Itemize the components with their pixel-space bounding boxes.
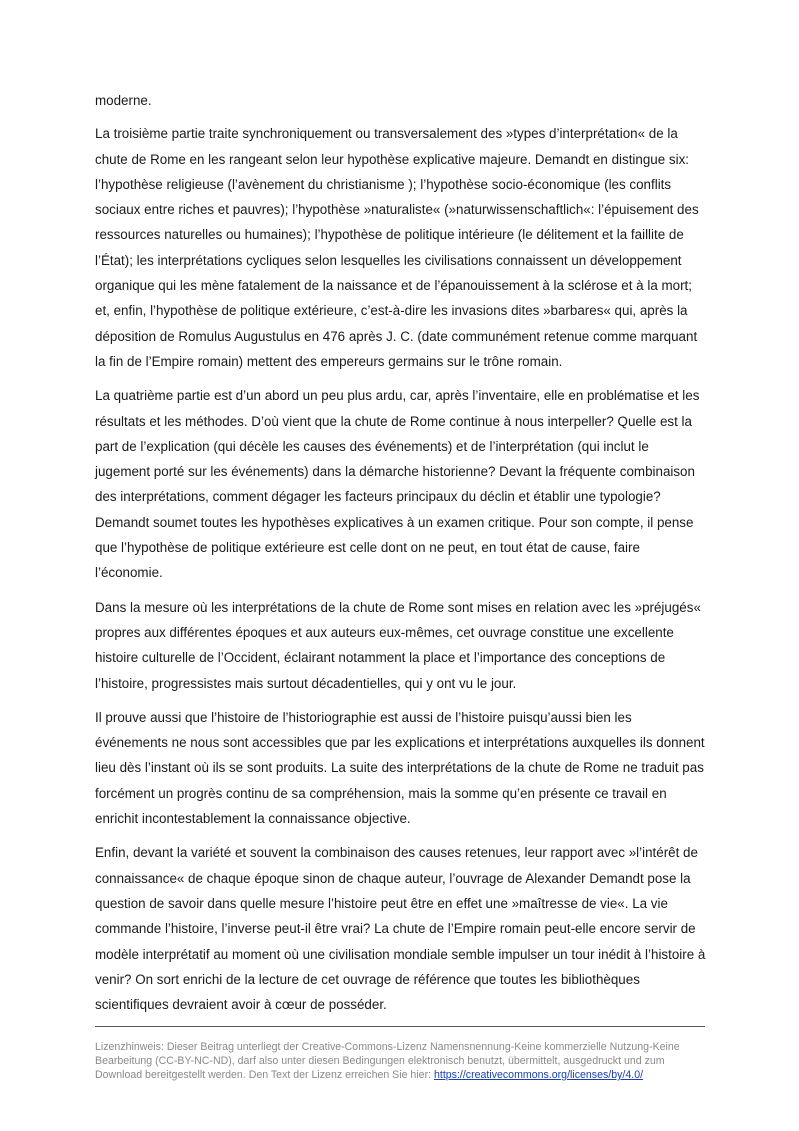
license-text: Lizenzhinweis: Dieser Beitrag unterliegt der Creative-Commons-Lizenz Namensnennung-Keine kommerzielle Nutzung-Keine Bearbeitung (CC-BY-NC-ND), darf also unter diesen Bedingungen elektronisch benutzt, übermittelt, ausgedruckt und zum Download bereitgestellt werden. Den Text der Lizenz erreichen Sie hier: (95, 1041, 680, 1081)
paragraph-fourth-part: La quatrième partie est d’un abord un peu plus ardu, car, après l’inventaire, elle en problématise et les résultats et les méthodes. D’où vient que la chute de Rome continue à nous interpeller? Quelle est la part de l’explication (qui décèle les causes des événements) et de l’interprétation (qui inclut le jugement porté sur les événements) dans la démarche historienne? Devant la fréquente combinaison des interprétations, comment dégager les facteurs principaux du déclin et établir une typologie? Demandt soumet toutes les hypothèses explicatives à un examen critique. Pour son compte, il pense que l’hypothèse de politique extérieure est celle dont on ne peut, en tout état de cause, faire l’économie. (95, 388, 700, 581)
paragraph-conclusion: Enfin, devant la variété et souvent la combinaison des causes retenues, leur rapport avec »l’intérêt de connaissance« de chaque époque sinon de chaque auteur, l’ouvrage de Alexander Demandt pose la question de savoir dans quelle mesure l’histoire peut être en effet une »maîtresse de vie«. La vie commande l’histoire, l’inverse peut-il être vrai? La chute de l’Empire romain peut-elle encore servir de modèle interprétatif au moment où une civilisation mondiale semble impulser un tour inédit à l’histoire à venir? On sort enrichi de la lecture de cet ouvrage de référence que toutes les bibliothèques scientifiques devraient avoir à cœur de posséder. (95, 845, 706, 1013)
paragraph-continuation: moderne. (95, 93, 152, 108)
license-link[interactable]: https://creativecommons.org/licenses/by/4.0/ (434, 1069, 644, 1081)
license-footer (95, 1040, 707, 1082)
footer-divider (95, 1026, 705, 1027)
paragraph-prejudices: Dans la mesure où les interprétations de la chute de Rome sont mises en relation avec les »préjugés« propres aux différentes époques et aux auteurs eux-mêmes, cet ouvrage constitue une excellente histoire culturelle de l’Occident, éclairant notamment la place et l’importance des conceptions de l’histoire, progressistes mais surtout décadentielles, qui y ont vu le jour. (95, 599, 701, 691)
paragraph-historiography: Il prouve aussi que l’histoire de l’historiographie est aussi de l’histoire puisqu’aussi bien les événements ne nous sont accessibles que par les explications et interprétations auxquelles ils donnent lieu dès l’instant où ils se sont produits. La suite des interprétations de la chute de Rome ne traduit pas forcément un progrès continu de sa compréhension, mais la somme qu’en présente ce travail en enrichit incontestablement la connaissance objective. (95, 709, 705, 827)
paragraph-third-part: La troisième partie traite synchroniquement ou transversalement des »types d’interprétation« de la chute de Rome en les rangeant selon leur hypothèse explicative majeure. Demandt en distingue six: l’hypothèse religieuse (l’avènement du christianisme ); l’hypothèse socio-économique (les conflits sociaux entre riches et pauvres); l’hypothèse »naturaliste« (»naturwissenschaftlich«: l’épuisement des ressources naturelles ou humaines); l’hypothèse de politique intérieure (le délitement et la faillite de l’État); les interprétations cycliques selon lesquelles les civilisations connaissent un développement organique qui les mène fatalement de la naissance et de l’épanouissement à la sclérose et à la mort; et, enfin, l’hypothèse de politique extérieure, c’est-à-dire les invasions dites »barbares« qui, après la déposition de Romulus Augustulus en 476 après J. C. (date communément retenue comme marquant la fin de l’Empire romain) mettent des empereurs germains sur le trône romain. (95, 126, 699, 369)
document-body (95, 88, 707, 1026)
